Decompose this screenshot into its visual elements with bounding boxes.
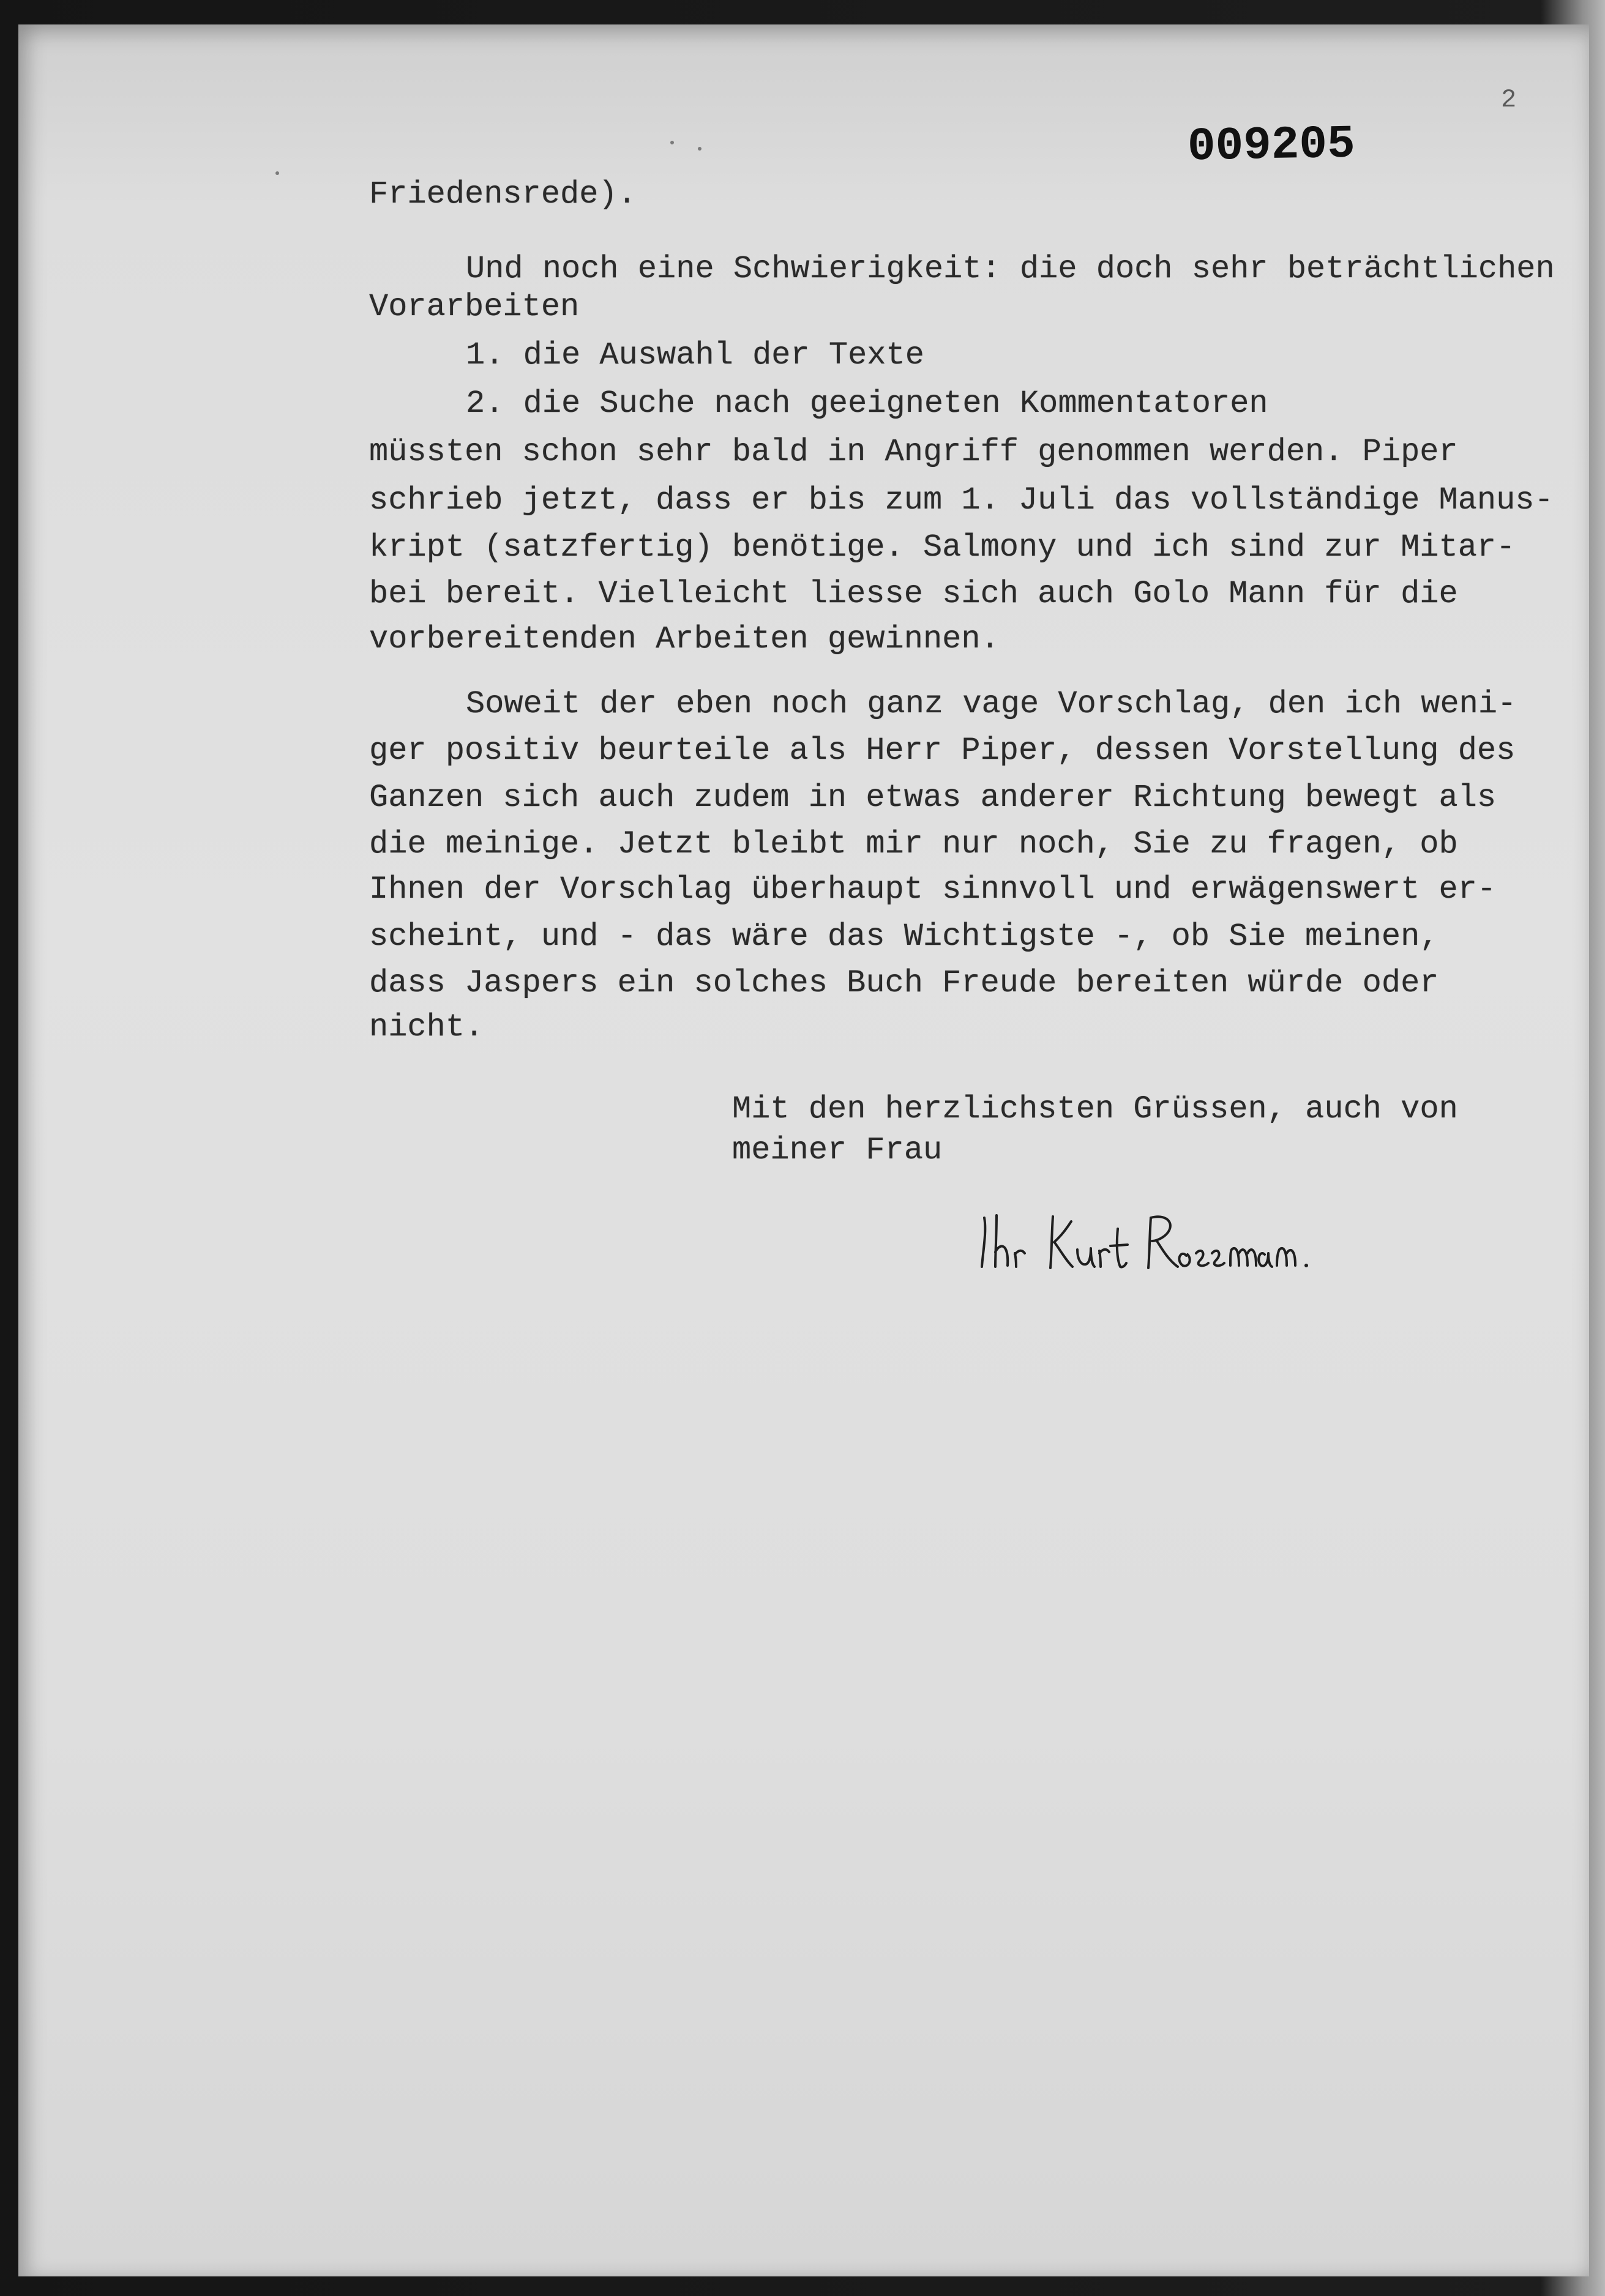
paragraph-line: müssten schon sehr bald in Angriff genommen werden. Piper [369, 434, 1458, 470]
paragraph-line: kript (satzfertig) benötige. Salmony und ich sind zur Mitar- [369, 529, 1516, 565]
paragraph-line: Soweit der eben noch ganz vage Vorschlag, den ich weni- [466, 686, 1517, 722]
paragraph-line: die meinige. Jetzt bleibt mir nur noch, Sie zu fragen, ob [369, 826, 1458, 862]
paragraph-line: scheint, und - das wäre das Wichtigste -, ob Sie meinen, [369, 919, 1439, 955]
ink-speck [275, 171, 279, 175]
paragraph-line: Und noch eine Schwierigkeit: die doch sehr beträchtlichen [466, 251, 1555, 287]
opening-fragment: Friedensrede). [369, 176, 637, 212]
closing-line: meiner Frau [732, 1132, 943, 1168]
list-item: 1. die Auswahl der Texte [466, 337, 924, 373]
paragraph-line: bei bereit. Vielleicht liesse sich auch Golo Mann für die [369, 576, 1458, 612]
paragraph-line: dass Jaspers ein solches Buch Freude bereiten würde oder [369, 965, 1439, 1001]
closing-line: Mit den herzlichsten Grüssen, auch von [732, 1091, 1458, 1127]
paragraph-line: Ganzen sich auch zudem in etwas anderer Richtung bewegt als [369, 780, 1497, 816]
paragraph-line: schrieb jetzt, dass er bis zum 1. Juli das vollständige Manus- [369, 482, 1554, 518]
paragraph-line: Ihnen der Vorschlag überhaupt sinnvoll und erwägenswert er- [369, 871, 1497, 908]
ink-speck [698, 147, 701, 151]
paragraph-line: nicht. [369, 1009, 484, 1045]
list-item: 2. die Suche nach geeigneten Kommentatoren [466, 386, 1268, 422]
archive-stamp-number: 009205 [1187, 117, 1356, 174]
paragraph-line: vorbereitenden Arbeiten gewinnen. [369, 621, 1000, 657]
paragraph-line: ger positiv beurteile als Herr Piper, dessen Vorstellung des [369, 732, 1516, 769]
ink-speck [670, 141, 674, 144]
handwritten-signature [973, 1204, 1316, 1284]
paragraph-line: Vorarbeiten [369, 289, 580, 325]
page-number: 2 [1501, 85, 1517, 114]
